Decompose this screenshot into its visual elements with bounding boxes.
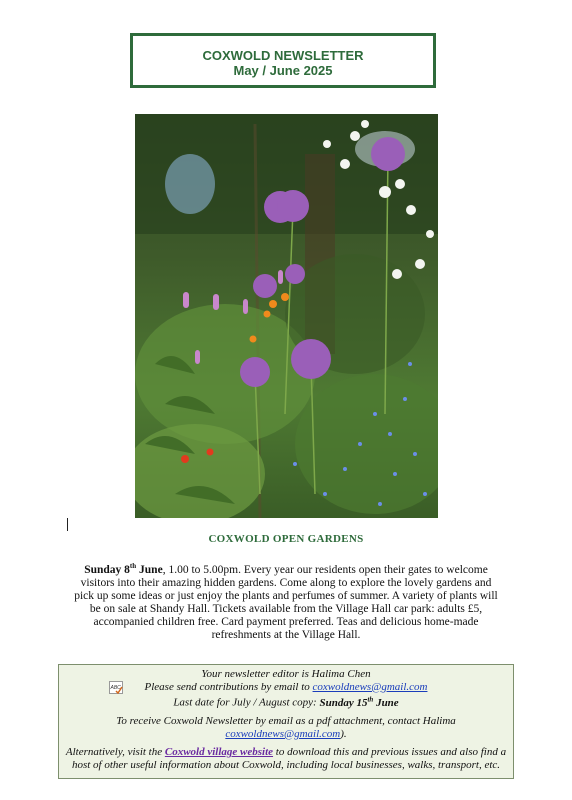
subscribe-suffix: ).	[340, 727, 347, 740]
deadline-line	[59, 693, 513, 709]
text-cursor	[67, 518, 68, 531]
editor-line: Your newsletter editor is Halima Chen	[201, 668, 371, 680]
open-gardens-paragraph	[74, 560, 498, 642]
subscribe-email-link[interactable]: coxwoldnews@gmail.com	[225, 727, 341, 740]
contrib-line	[59, 681, 513, 694]
deadline-day: Sunday 15	[319, 696, 368, 709]
garden-photo	[135, 114, 438, 518]
deadline-sup: th	[367, 695, 374, 703]
alt-prefix: Alternatively, visit the	[65, 746, 165, 759]
section-heading: COXWOLD OPEN GARDENS	[208, 533, 364, 545]
svg-text:ABC: ABC	[110, 685, 121, 691]
event-date-sup: th	[129, 562, 137, 570]
event-date-month: June	[136, 563, 163, 576]
newsletter-info-box	[58, 664, 514, 779]
village-website-link[interactable]: Coxwold village website	[164, 746, 274, 759]
newsletter-title: COXWOLD NEWSLETTER	[202, 48, 364, 63]
deadline-prefix: Last date for July / August copy:	[173, 696, 320, 709]
email-link[interactable]: coxwoldnews@gmail.com	[312, 680, 428, 693]
event-date-day: Sunday 8	[84, 563, 130, 576]
subscribe-email-line	[59, 728, 513, 741]
open-gardens-body: , 1.00 to 5.00pm. Every year our residents open their gates to welcome visitors into their amazing hidden gardens. Come along to explore the lovely gardens and pick up some ideas or just enjoy the plants and perfumes of summer. A variety of plants will be on sale at Shandy Hall. Tickets available from the Village Hall car park: adults £5, accompanied children free. Card payment preferred. Teas and delicious home-made refreshments at the Village Hall.	[74, 563, 498, 641]
deadline-date	[319, 697, 398, 709]
contrib-prefix: Please send contributions by email to	[144, 680, 313, 693]
newsletter-issue: May / June 2025	[233, 63, 333, 78]
spellcheck-icon	[109, 681, 123, 694]
subscribe-line: To receive Coxwold Newsletter by email as a pdf attachment, contact Halima	[116, 715, 456, 728]
website-paragraph	[59, 746, 513, 771]
alt-suffix: to download this and previous issues and also find a host of other useful information about Coxwold, including local businesses, walks, transport, etc.	[71, 746, 507, 771]
deadline-month: June	[373, 696, 399, 709]
event-date	[84, 564, 162, 576]
newsletter-title-box	[130, 33, 436, 88]
